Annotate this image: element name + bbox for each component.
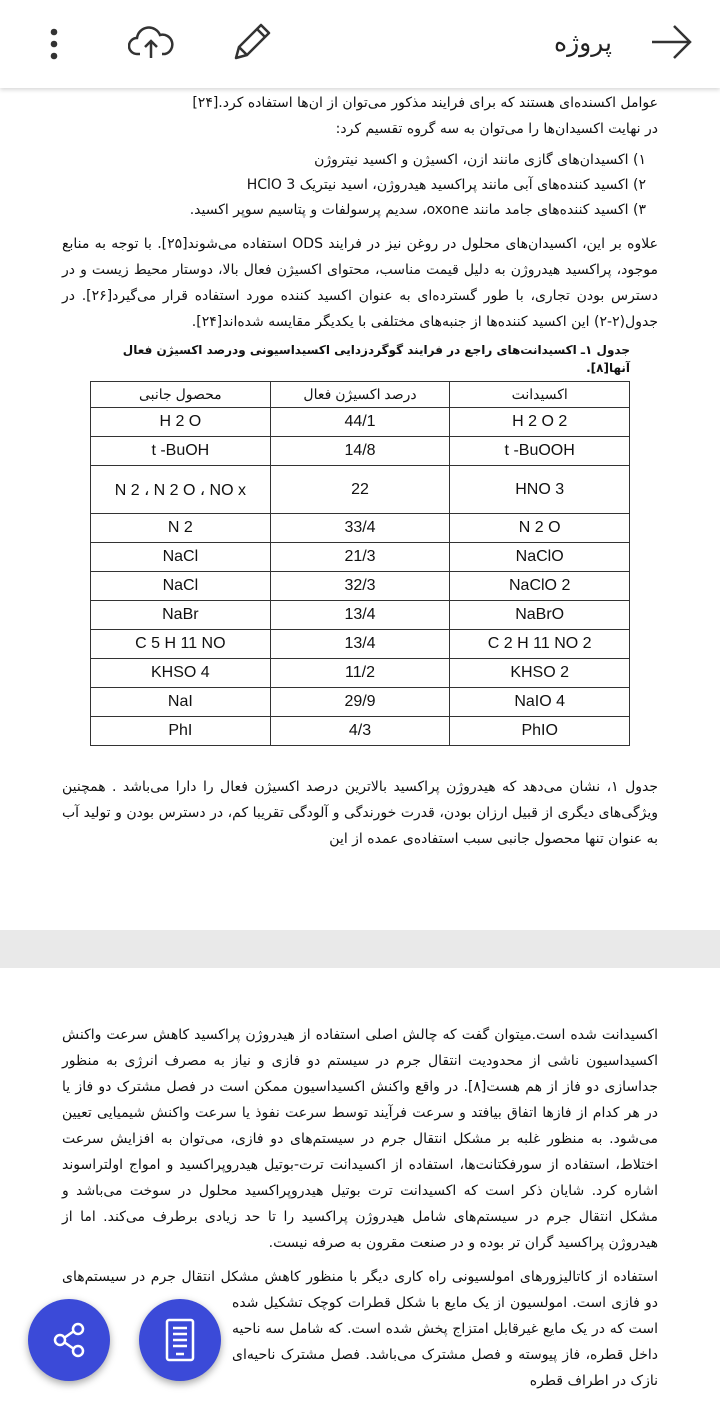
- list-item: ۱) اکسیدان‌های گازی مانند ازن، اکسیژن و اکسید نیتروژن: [314, 152, 646, 168]
- table-cell: t -BuOOH: [450, 437, 630, 466]
- list-item: ۲) اکسید کننده‌های آبی مانند پراکسید هیدروژن، اسید نیتریک HClO 3: [246, 177, 646, 193]
- table-cell: NaIO 4: [450, 688, 630, 717]
- table-cell: 13/4: [270, 630, 450, 659]
- table-cell: 44/1: [270, 408, 450, 437]
- table-cell: t -BuOH: [91, 437, 271, 466]
- table-row: [91, 688, 630, 717]
- page-1-content: [62, 90, 658, 852]
- table-cell: C 5 H 11 NO: [91, 630, 271, 659]
- table-cell: H 2 O 2: [450, 408, 630, 437]
- table-cell: N 2: [91, 514, 271, 543]
- column-header: درصد اکسیژن فعال: [270, 382, 450, 408]
- table-row: [91, 717, 630, 746]
- table-cell: N 2 O: [450, 514, 630, 543]
- more-vertical-icon[interactable]: [40, 28, 68, 60]
- table-cell: N 2 ، N 2 O ، NO x: [91, 466, 271, 514]
- table-cell: NaClO: [450, 543, 630, 572]
- table-cell: 22: [270, 466, 450, 514]
- table-cell: PhIO: [450, 717, 630, 746]
- share-button[interactable]: [28, 1299, 110, 1381]
- table-cell: 14/8: [270, 437, 450, 466]
- table-row: [91, 408, 630, 437]
- reading-mode-button[interactable]: [139, 1299, 221, 1381]
- table-row: [91, 514, 630, 543]
- paragraph-gap: [62, 1256, 658, 1264]
- table-row: [91, 659, 630, 688]
- table-cell: NaCl: [91, 543, 271, 572]
- top-app-bar: [0, 0, 720, 88]
- table-row: [91, 601, 630, 630]
- table-cell: C 2 H 11 NO 2: [450, 630, 630, 659]
- reading-mode-icon: [163, 1318, 197, 1362]
- table-row: [91, 466, 630, 514]
- oxidant-list: [62, 148, 646, 223]
- paragraph: جدول ۱، نشان می‌دهد که هیدروژن پراکسید بالاترین درصد اکسیژن فعال را دارا می‌باشد . همچنین ویژگی‌های دیگری از قبیل ارزان بودن، قدرت خورندگی و آلودگی تقریبا کم، در دسترس بودن و تولید آب به عنوان تنها محصول جانبی سبب استفاده‌ی عمده از این: [62, 779, 659, 847]
- paragraph: اکسیدانت شده است.میتوان گفت که چالش اصلی استفاده از هیدروژن پراکسید کاهش سرعت واکنش اکسیداسیون ناشی از محدودیت انتقال جرم در سیستم دو فازی و نیاز به مصرف انرژی به منظور جداسازی دو فاز از هم هست[۸]. در واقع واکنش اکسیداسیون ممکن است در فصل مشترک دو فاز یا در هر کدام از فازها اتفاق بیافتد و سرعت فرآیند توسط سرعت نفوذ یا سرعت واکنش شیمیایی تعیین می‌شود. به منظور غلبه بر مشکل انتقال جرم در سیستم‌های دو فازی، می‌توان به افزایش سرعت اختلاط، استفاده از سورفکتانت‌ها، استفاده از اکسیدانت ترت-بوتیل هیدروپراکسید و امواج اولتراسوند اشاره کرد. شایان ذکر است که اکسیدانت ترت بوتیل هیدروپراکسید محلول در سوخت می‌باشد و مشکل انتقال جرم در سیستم‌های شامل هیدروژن پراکسید را تا حد زیادی برطرف می‌کند. اما از هیدروژن پراکسید گران تر بوده و در صنعت مقرون به صرفه نیست.: [62, 1027, 658, 1251]
- table-cell: 33/4: [270, 514, 450, 543]
- document-page-1: [0, 88, 720, 930]
- oxidant-table: [90, 381, 630, 746]
- table-row: [91, 543, 630, 572]
- table-cell: NaBr: [91, 601, 271, 630]
- paragraph: عوامل اکسنده‌ای هستند که برای فرایند مذکور می‌توان از ان‌ها استفاده کرد.[۲۴]: [192, 95, 658, 111]
- table-cell: NaI: [91, 688, 271, 717]
- share-icon: [49, 1320, 89, 1360]
- table-cell: PhI: [91, 717, 271, 746]
- table-cell: KHSO 2: [450, 659, 630, 688]
- paragraph: استفاده از کاتالیزورهای امولسیونی راه کاری دیگر با منظور کاهش مشکل انتقال جرم در سیستم‌های دو فازی است. امولسیون از یک مایع با شکل قطرات کوچک تشکیل شده است که در یک مایع غیرقابل امتزاج پخش شده است. که شامل سه ناحیه داخل قطره، فاز پیوسته و فصل مشترک می‌باشد. فصل مشترک ناحیه‌ای نازک در اطراف قطره: [62, 1269, 658, 1389]
- table-cell: 11/2: [270, 659, 450, 688]
- table-cell: HNO 3: [450, 466, 630, 514]
- list-item: ۳) اکسید کننده‌های جامد مانند oxone، سدیم پرسولفات و پتاسیم سوپر اکسید.: [189, 202, 646, 218]
- pencil-icon[interactable]: [230, 20, 274, 64]
- table-cell: NaCl: [91, 572, 271, 601]
- cloud-upload-icon[interactable]: [128, 24, 176, 62]
- table-cell: H 2 O: [91, 408, 271, 437]
- paragraph: در نهایت اکسیدان‌ها را می‌توان به سه گروه تقسیم کرد:: [335, 121, 658, 137]
- document-title: پروژه: [554, 28, 612, 57]
- table-cell: 29/9: [270, 688, 450, 717]
- table-caption: جدول ۱ـ اکسیدانت‌های راجع در فرایند گوگردزدایی اکسیداسیونی ودرصد اکسیژن فعال آنها[۸].: [122, 343, 630, 375]
- table-row: [91, 630, 630, 659]
- column-header: اکسیدانت: [450, 382, 630, 408]
- table-row: [91, 572, 630, 601]
- arrow-right-icon[interactable]: [650, 24, 694, 60]
- table-cell: NaClO 2: [450, 572, 630, 601]
- table-cell: 32/3: [270, 572, 450, 601]
- table-cell: KHSO 4: [91, 659, 271, 688]
- table-cell: 13/4: [270, 601, 450, 630]
- table-cell: 4/3: [270, 717, 450, 746]
- table-cell: NaBrO: [450, 601, 630, 630]
- table-cell: 21/3: [270, 543, 450, 572]
- paragraph: علاوه بر این، اکسیدان‌های محلول در روغن نیز در فرایند ODS استفاده می‌شوند[۲۵]. با توجه به منابع موجود، پراکسید هیدروژن به دلیل قیمت مناسب، محتوای اکسیژن فعال بالا، دوستار محیط زیست و در دسترس بودن تجاری، با طور گسترده‌ای به عنوان اکسید کننده مورد استفاده قرار می‌گیرد[۲۶]. در جدول(۲-۲) این اکسید کننده‌ها از جنبه‌های مختلفی با یکدیگر مقایسه شده‌اند[۲۴].: [62, 236, 659, 330]
- table-header-row: [91, 382, 630, 408]
- column-header: محصول جانبی: [91, 382, 271, 408]
- table-row: [91, 437, 630, 466]
